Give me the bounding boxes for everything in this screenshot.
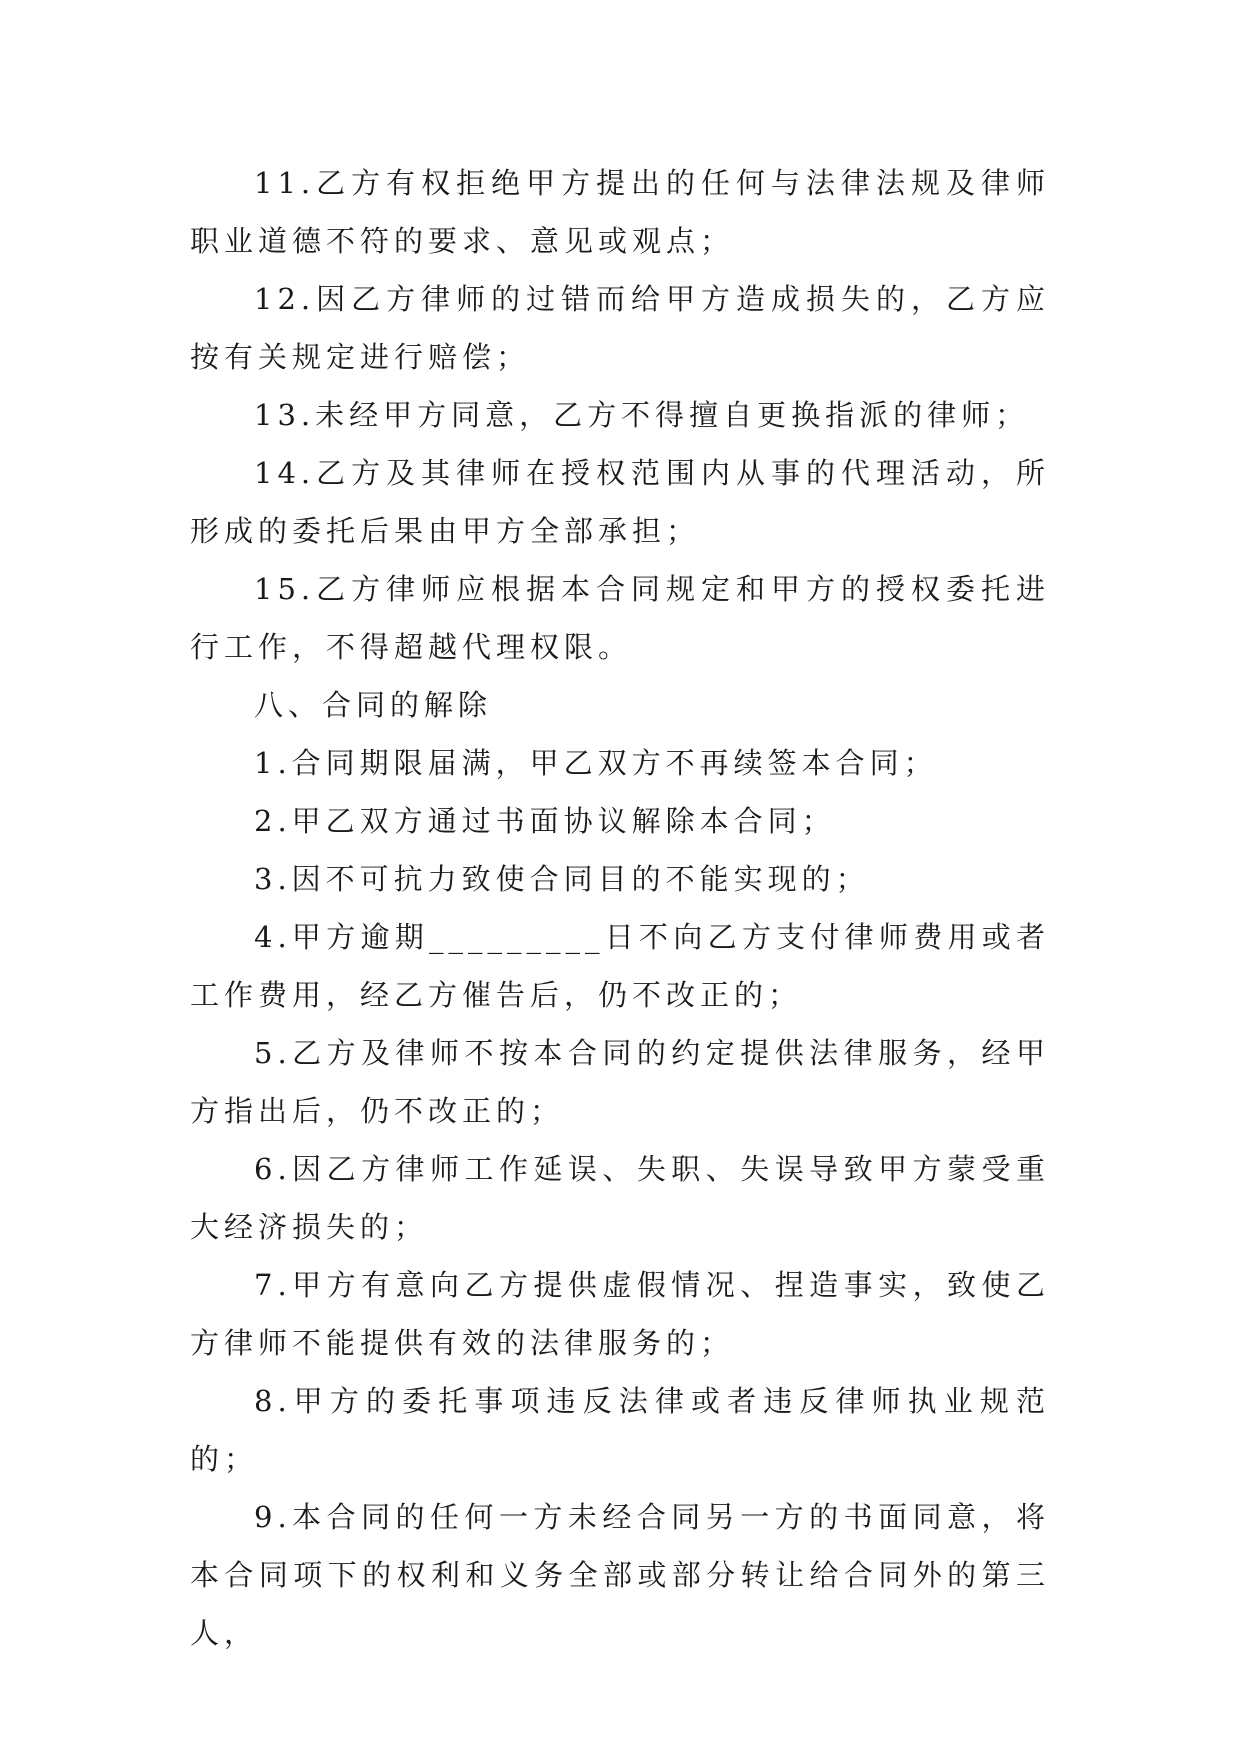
termination-clause-5: 5.乙方及律师不按本合同的约定提供法律服务，经甲方指出后，仍不改正的； <box>190 1036 1050 1128</box>
clause-15: 15.乙方律师应根据本合同规定和甲方的授权委托进行工作，不得超越代理权限。 <box>190 572 1050 664</box>
termination-clause-1: 1.合同期限届满，甲乙双方不再续签本合同； <box>254 746 938 780</box>
clause-14: 14.乙方及其律师在授权范围内从事的代理活动，所形成的委托后果由甲方全部承担； <box>190 456 1050 548</box>
termination-clause-6: 6.因乙方律师工作延误、失职、失误导致甲方蒙受重大经济损失的； <box>190 1152 1050 1244</box>
clause-11: 11.乙方有权拒绝甲方提出的任何与法律法规及律师职业道德不符的要求、意见或观点； <box>190 166 1050 258</box>
termination-clause-3: 3.因不可抗力致使合同目的不能实现的； <box>254 862 870 896</box>
termination-clause-4: 4.甲方逾期_________日不向乙方支付律师费用或者工作费用，经乙方催告后，仍不改正的； <box>190 920 1050 1012</box>
termination-clause-2: 2.甲乙双方通过书面协议解除本合同； <box>254 804 836 838</box>
document-body <box>190 154 1050 1662</box>
clause-12: 12.因乙方律师的过错而给甲方造成损失的，乙方应按有关规定进行赔偿； <box>190 282 1050 374</box>
clause-13: 13.未经甲方同意，乙方不得擅自更换指派的律师； <box>254 398 1030 432</box>
termination-clause-8: 8.甲方的委托事项违反法律或者违反律师执业规范的； <box>190 1384 1050 1476</box>
termination-clause-9: 9.本合同的任何一方未经合同另一方的书面同意，将本合同项下的权利和义务全部或部分转让给合同外的第三人， <box>190 1500 1050 1650</box>
termination-clause-7: 7.甲方有意向乙方提供虚假情况、捏造事实，致使乙方律师不能提供有效的法律服务的； <box>190 1268 1050 1360</box>
section-heading-termination: 八、合同的解除 <box>254 688 493 722</box>
